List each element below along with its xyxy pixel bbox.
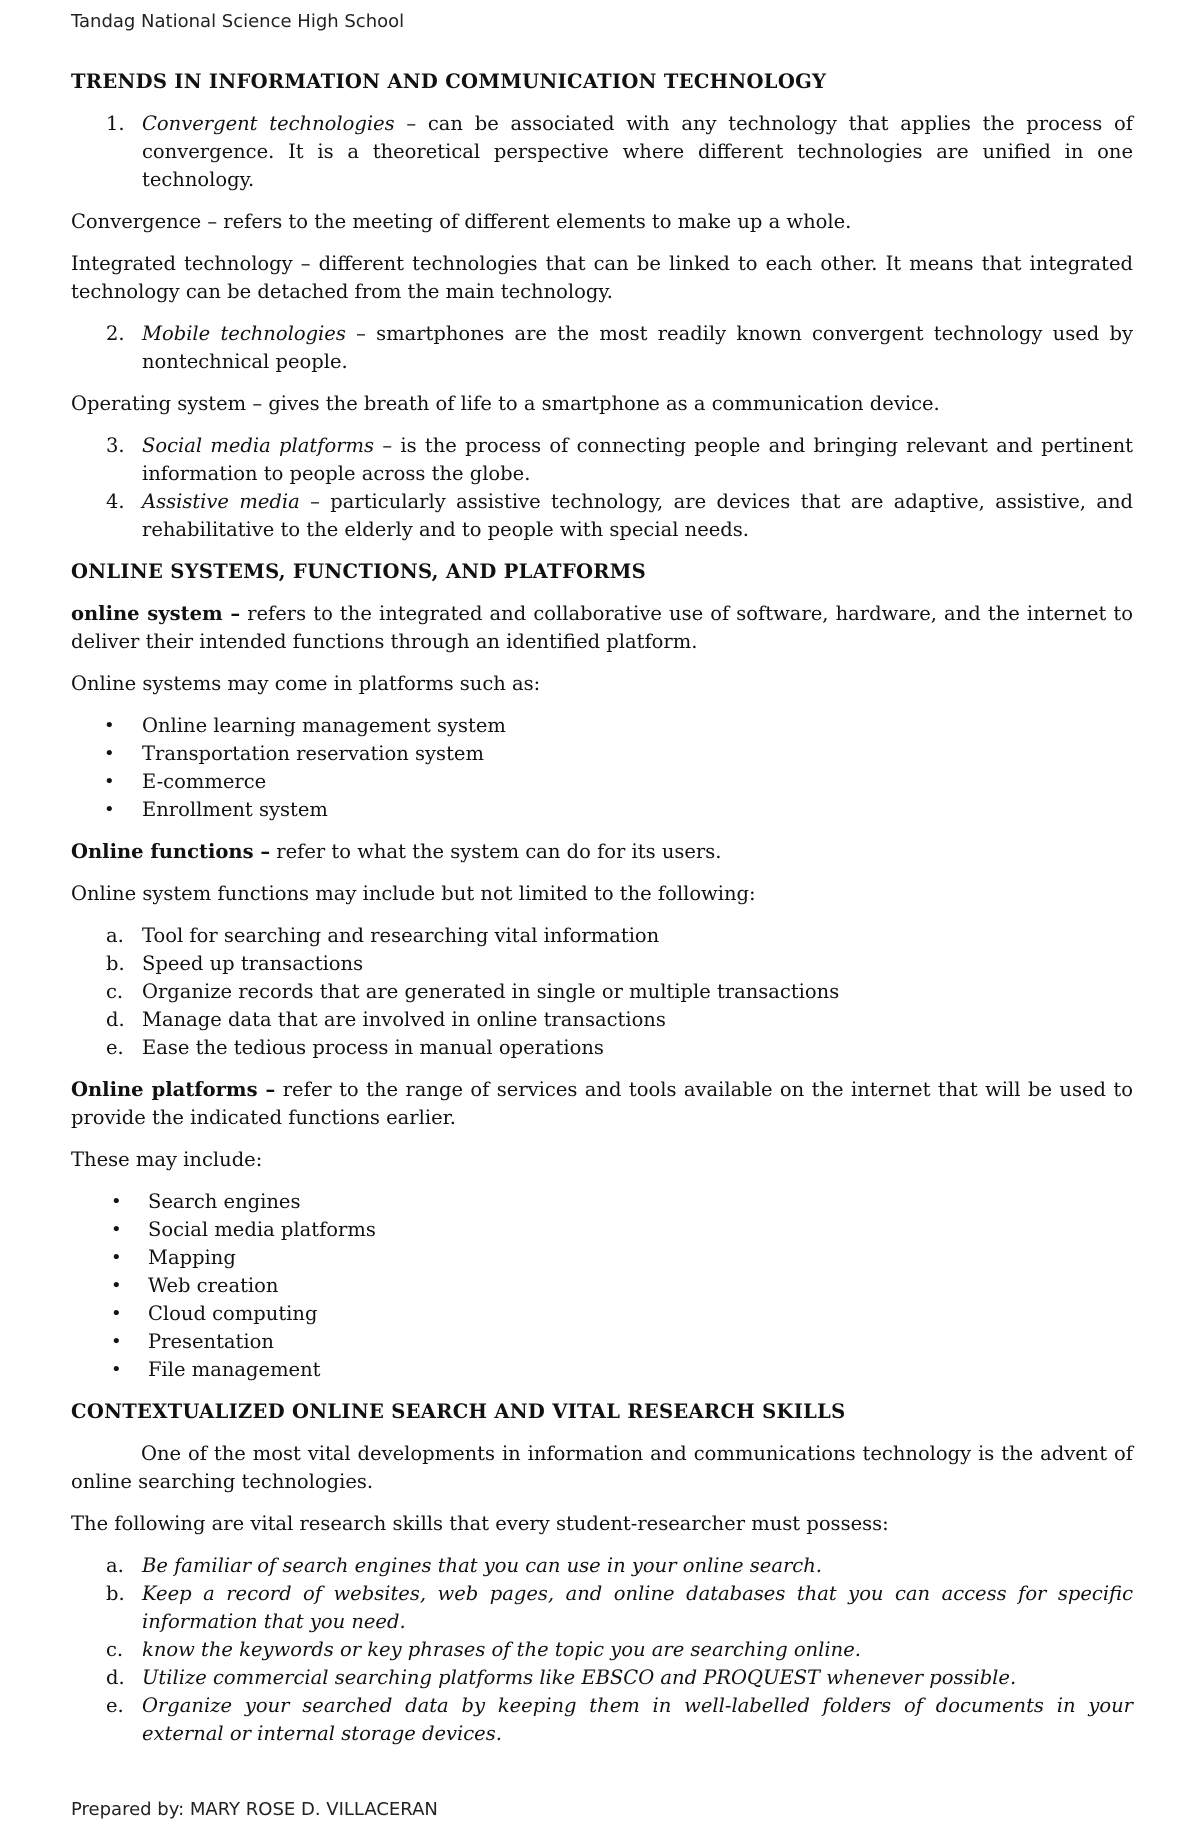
list-letter: e. bbox=[106, 1694, 124, 1717]
list-number: 4. bbox=[106, 490, 125, 513]
online-platforms-list bbox=[71, 1188, 1133, 1384]
list-item bbox=[71, 740, 1133, 768]
list-item-text: Organize your searched data by keeping them in well-labelled folders of documents in your external or internal storage devices. bbox=[142, 1694, 1133, 1745]
platforms-list bbox=[71, 712, 1133, 824]
bullet-icon: • bbox=[104, 715, 115, 736]
list-item-text: Cloud computing bbox=[148, 1302, 318, 1325]
term: online system – bbox=[71, 602, 241, 625]
list-item-text: Web creation bbox=[148, 1274, 279, 1297]
list-item bbox=[71, 1216, 1133, 1244]
page-footer: Prepared by: MARY ROSE D. VILLACERAN bbox=[71, 1799, 438, 1820]
definition: – particularly assistive technology, are devices that are adaptive, assistive, and rehabilitative to the elderly and to people with special needs. bbox=[142, 490, 1134, 541]
list-item bbox=[71, 320, 1133, 376]
definition: – can be associated with any technology that applies the process of convergence. It is a theoretical perspective where different technologies are unified in one technology. bbox=[142, 112, 1133, 191]
document-body bbox=[71, 68, 1133, 1762]
term: Social media platforms bbox=[142, 434, 375, 457]
paragraph-research-intro: One of the most vital developments in information and communications technology is the advent of online searching technologies. bbox=[71, 1442, 1133, 1493]
functions-list bbox=[71, 922, 1133, 1062]
bullet-icon: • bbox=[104, 799, 115, 820]
list-letter: d. bbox=[106, 1008, 125, 1031]
term: Convergent technologies bbox=[142, 112, 395, 135]
paragraph-functions-intro: Online system functions may include but not limited to the following: bbox=[71, 882, 756, 905]
trends-list-2 bbox=[71, 320, 1133, 376]
list-item bbox=[71, 432, 1133, 488]
definition: – is the process of connecting people and bringing relevant and pertinent information to people across the globe. bbox=[142, 434, 1133, 485]
list-number: 2. bbox=[106, 322, 125, 345]
list-item bbox=[71, 796, 1133, 824]
term: Assistive media bbox=[142, 490, 300, 513]
list-item-text: Speed up transactions bbox=[142, 952, 364, 975]
paragraph-online-functions bbox=[71, 838, 1133, 866]
list-item bbox=[71, 768, 1133, 796]
list-item-text: Transportation reservation system bbox=[142, 742, 484, 765]
list-item bbox=[71, 110, 1133, 194]
list-item bbox=[71, 1272, 1133, 1300]
term: Online platforms – bbox=[71, 1078, 276, 1101]
paragraph-online-system bbox=[71, 600, 1133, 656]
bullet-icon: • bbox=[111, 1331, 122, 1352]
list-item-text: Search engines bbox=[148, 1190, 301, 1213]
list-item bbox=[71, 922, 1133, 950]
list-letter: b. bbox=[106, 952, 125, 975]
paragraph-online-platforms bbox=[71, 1076, 1133, 1132]
section-title-online-systems: ONLINE SYSTEMS, FUNCTIONS, AND PLATFORMS bbox=[71, 560, 647, 583]
list-item bbox=[71, 1188, 1133, 1216]
skills-list bbox=[71, 1552, 1133, 1748]
list-letter: a. bbox=[106, 1554, 124, 1577]
term: Mobile technologies bbox=[142, 322, 346, 345]
list-item bbox=[71, 1356, 1133, 1384]
definition: refer to the range of services and tools available on the internet that will be used to provide the indicated functions earlier. bbox=[71, 1078, 1133, 1129]
term: Online functions – bbox=[71, 840, 271, 863]
list-item bbox=[71, 488, 1133, 544]
document-page bbox=[71, 0, 1133, 1835]
list-item bbox=[71, 1034, 1133, 1062]
list-item bbox=[71, 950, 1133, 978]
list-item bbox=[71, 1580, 1133, 1636]
list-item bbox=[71, 1300, 1133, 1328]
bullet-icon: • bbox=[111, 1219, 122, 1240]
list-item-text: Social media platforms bbox=[148, 1218, 376, 1241]
list-item-text: Be familiar of search engines that you can use in your online search. bbox=[142, 1554, 822, 1577]
list-item-text: Keep a record of websites, web pages, and online databases that you can access for specific information that you need. bbox=[142, 1582, 1133, 1633]
bullet-icon: • bbox=[111, 1359, 122, 1380]
list-item bbox=[71, 1692, 1133, 1748]
trends-list-3 bbox=[71, 432, 1133, 544]
list-letter: b. bbox=[106, 1582, 125, 1605]
list-letter: a. bbox=[106, 924, 124, 947]
paragraph-integrated: Integrated technology – different technologies that can be linked to each other. It means that integrated technology can be detached from the main technology. bbox=[71, 252, 1133, 303]
list-item-text: Enrollment system bbox=[142, 798, 328, 821]
list-letter: e. bbox=[106, 1036, 124, 1059]
list-item-text: Utilize commercial searching platforms like EBSCO and PROQUEST whenever possible. bbox=[142, 1666, 1017, 1689]
trends-list-1 bbox=[71, 110, 1133, 194]
list-item bbox=[71, 1552, 1133, 1580]
section-title-trends: TRENDS IN INFORMATION AND COMMUNICATION TECHNOLOGY bbox=[71, 70, 827, 93]
list-letter: c. bbox=[106, 980, 124, 1003]
bullet-icon: • bbox=[104, 771, 115, 792]
list-number: 3. bbox=[106, 434, 125, 457]
list-item-text: Ease the tedious process in manual operations bbox=[142, 1036, 604, 1059]
paragraph-convergence: Convergence – refers to the meeting of different elements to make up a whole. bbox=[71, 210, 852, 233]
bullet-icon: • bbox=[111, 1247, 122, 1268]
list-item-text: E-commerce bbox=[142, 770, 267, 793]
paragraph-platforms-intro: Online systems may come in platforms such as: bbox=[71, 672, 541, 695]
section-title-research-skills: CONTEXTUALIZED ONLINE SEARCH AND VITAL RESEARCH SKILLS bbox=[71, 1400, 846, 1423]
list-item bbox=[71, 978, 1133, 1006]
list-item-text: Organize records that are generated in single or multiple transactions bbox=[142, 980, 840, 1003]
page-header: Tandag National Science High School bbox=[71, 11, 405, 32]
definition: – smartphones are the most readily known convergent technology used by nontechnical people. bbox=[142, 322, 1133, 373]
list-letter: c. bbox=[106, 1638, 124, 1661]
list-item-text: know the keywords or key phrases of the topic you are searching online. bbox=[142, 1638, 861, 1661]
paragraph-op-intro: These may include: bbox=[71, 1148, 263, 1171]
paragraph-skills-intro: The following are vital research skills that every student-researcher must possess: bbox=[71, 1512, 889, 1535]
list-item-text: Online learning management system bbox=[142, 714, 506, 737]
paragraph-operating-system: Operating system – gives the breath of life to a smartphone as a communication device. bbox=[71, 392, 940, 415]
list-item bbox=[71, 1244, 1133, 1272]
list-item bbox=[71, 1328, 1133, 1356]
bullet-icon: • bbox=[111, 1191, 122, 1212]
list-item bbox=[71, 712, 1133, 740]
list-letter: d. bbox=[106, 1666, 125, 1689]
list-item bbox=[71, 1006, 1133, 1034]
list-item-text: Tool for searching and researching vital information bbox=[142, 924, 660, 947]
list-item-text: Presentation bbox=[148, 1330, 274, 1353]
bullet-icon: • bbox=[111, 1303, 122, 1324]
bullet-icon: • bbox=[111, 1275, 122, 1296]
list-item-text: Manage data that are involved in online transactions bbox=[142, 1008, 666, 1031]
list-number: 1. bbox=[106, 112, 125, 135]
list-item bbox=[71, 1664, 1133, 1692]
list-item bbox=[71, 1636, 1133, 1664]
definition: refers to the integrated and collaborative use of software, hardware, and the internet to deliver their intended functions through an identified platform. bbox=[71, 602, 1133, 653]
list-item-text: Mapping bbox=[148, 1246, 236, 1269]
bullet-icon: • bbox=[104, 743, 115, 764]
definition: refer to what the system can do for its users. bbox=[270, 840, 722, 863]
list-item-text: File management bbox=[148, 1358, 321, 1381]
